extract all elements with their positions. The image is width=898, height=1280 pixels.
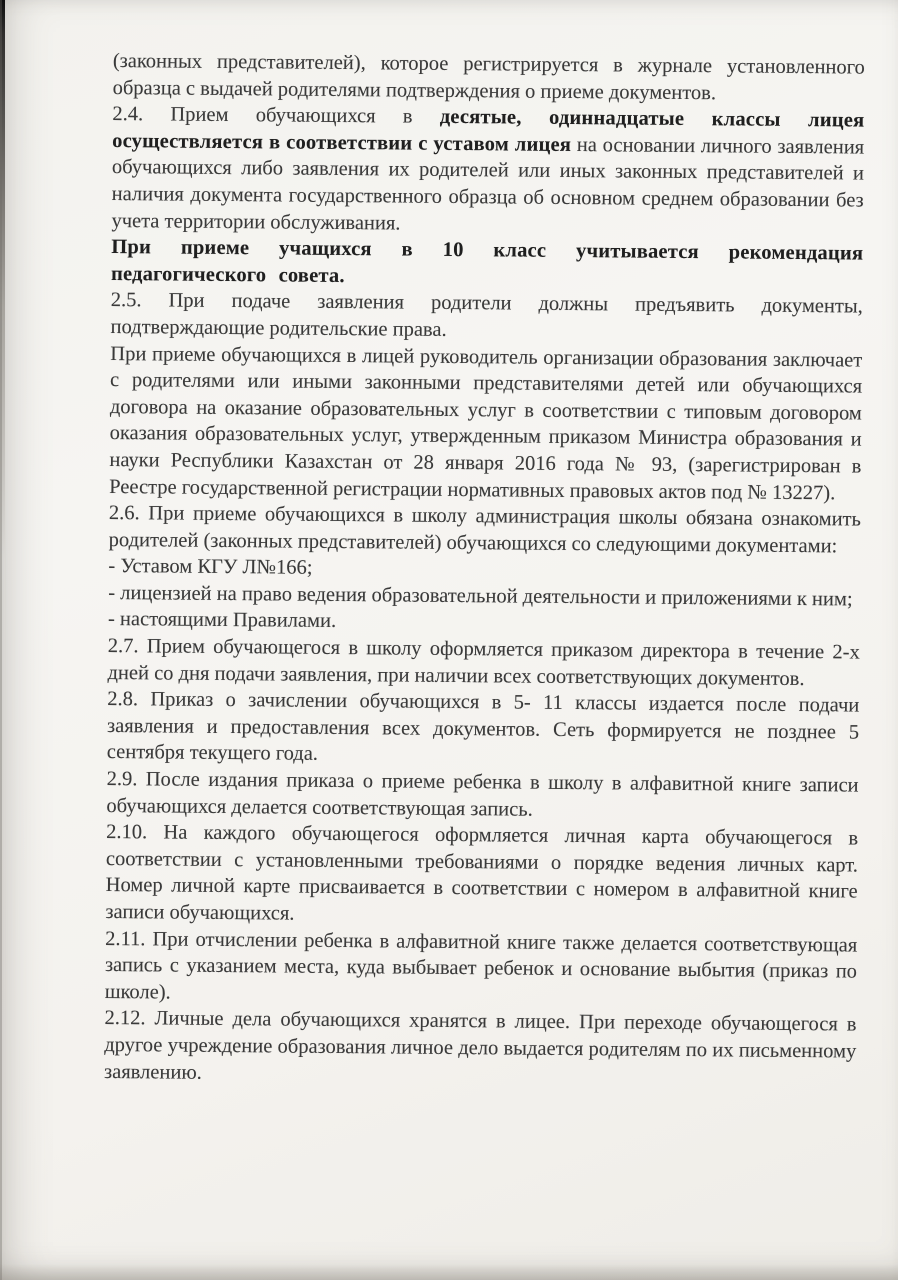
para-2-8: 2.8. Приказ о зачислении обучающихся в 5- 11 классы издается после подачи заявления и предоставления всех документов. Сеть формируется не позднее 5 сентября текущего года. [106, 688, 860, 766]
para-2-10: 2.10. На каждого обучающегося оформляется личная карта обучающегося в соответствии с установленными требованиями о порядке ведения личных карт. Номер личной карте присваивается в соответствии с номером в алфавитной книге записи обучающихся. [105, 821, 859, 925]
item-license: - лицензией на право ведения образовательной деятельности и приложениями к ним; [108, 581, 853, 611]
scan-edge-line [0, 0, 2, 1280]
scan-bottom-shadow [0, 1264, 898, 1280]
para-continuation: (законных представителей), которое регистрируется в журнале установленного образца с выдачей родителями подтверждения о приеме документов. [112, 49, 865, 104]
para-2-9: 2.9. После издания приказа о приеме ребенка в школу в алфавитной книге записи обучающихся делается соответствующая запись. [106, 768, 859, 821]
para-2-7: 2.7. Прием обучающегося в школу оформляется приказом директора в течение 2-х дней со дня подачи заявления, при наличии всех соответствующих документов. [107, 635, 860, 690]
para-2-6: 2.6. При приеме обучающихся в школу администрация школы обязана ознакомить родителей (законных представителей) обучающихся со следующими документами: [108, 502, 862, 558]
para-2-4: 2.4. Прием обучающихся в десятые, одиннадцатые классы лицея осуществляется в соответствии с уставом лицея на основании личного заявления обучающихся либо заявления их родителей или иных законных представителей и наличия документа государственного образца об основном среднем образовании без учета территории обслуживания. [111, 103, 865, 235]
document-text [104, 48, 865, 1092]
item-charter: - Уставом КГУ Л№166; [108, 555, 313, 580]
para-2-12: 2.12. Личные дела обучающихся хранятся в лицее. При переходе обучающегося в другое учреждение образования личное дело выдается родителям по их письменному заявлению. [103, 1007, 857, 1084]
para-recommendation: При приеме учащихся в 10 класс учитывается рекомендация педагогического совета. [110, 236, 864, 287]
para-2-11: 2.11. При отчислении ребенка в алфавитной книге также делается соответствующая запись с указанием места, куда выбывает ребенок и основание выбытия (приказ по школе). [104, 927, 858, 1004]
para-contract: При приеме обучающихся в лицей руководитель организации образования заключает с родителями или иными законными представителями детей или обучающихся договора на оказание образовательных услуг в соответствии с типовым договором оказания образовательных услуг, утвержденным приказом Министра образования и науки Республики Казахстан от 28 января 2016 года № 93, (зарегистрирован в Реестре государственной регистрации нормативных правовых актов под № 13227). [109, 342, 863, 504]
item-rules: - настоящими Правилами. [107, 608, 337, 633]
para-2-5: 2.5. При подаче заявления родители должны предъявить документы, подтверждающие родительские права. [110, 289, 863, 341]
